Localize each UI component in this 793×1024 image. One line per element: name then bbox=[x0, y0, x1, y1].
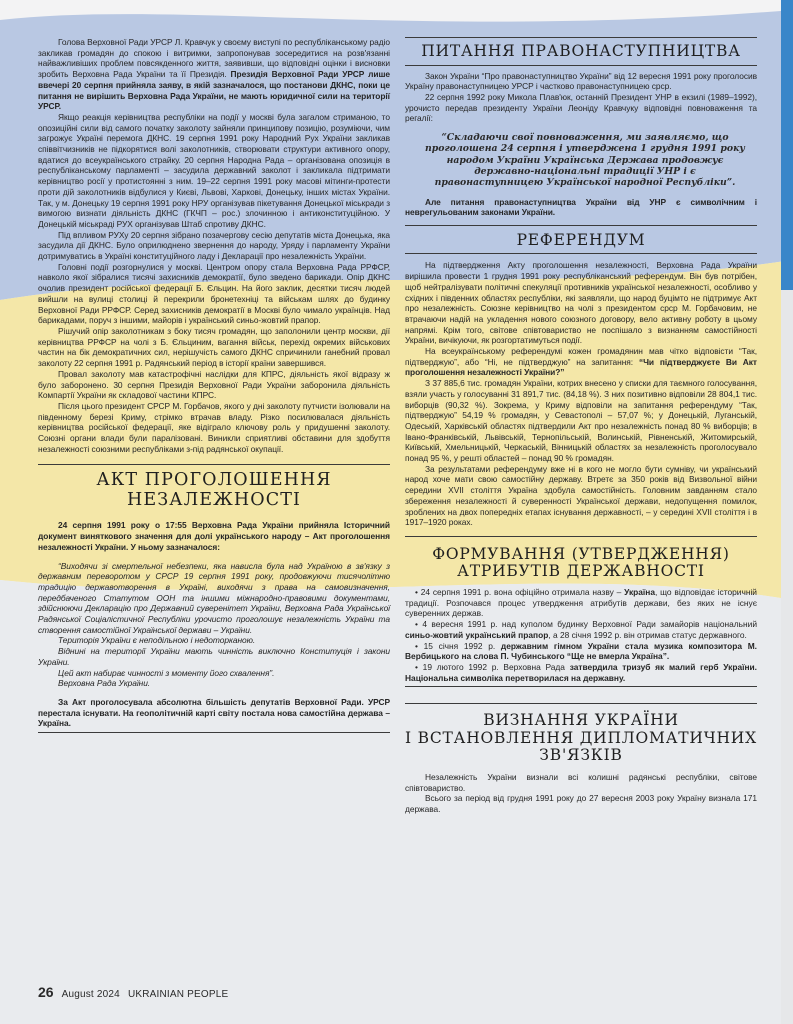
paragraph: Рішучий опір заколотникам з боку тисяч громадян, що заполонили центр москви, дії керівництва РРФСР на чолі з Б. Єльциним, вагання військ, перехід окремих військових частин на бік демократичних сил, нерішучість самого ДКНС спричинили ганебний провал заколоту 22 серпня 1991 р. Радянський період в історії країни завершився. bbox=[38, 325, 390, 369]
section-title: І ВСТАНОВЛЕННЯ ДИПЛОМАТИЧНИХ bbox=[405, 728, 757, 747]
act-quote bbox=[38, 561, 390, 689]
section-title: ЗВ'ЯЗКІВ bbox=[539, 746, 623, 765]
attributes-list bbox=[405, 587, 757, 687]
section-title: РЕФЕРЕНДУМ bbox=[516, 230, 646, 249]
referendum-header bbox=[405, 225, 757, 255]
paragraph: За результатами референдуму вже ні в кого не могло бути сумніву, чи український народ хоче мати свою самостійну державу. Втретє за 350 років від Визвольної війни середини XVII століття Україна здобула самостійність. Головним завданням стало збереження незалежності й суверенності Української держави, недопущення помилок, зроблених на двох попередніх етапах існування державності, – у середині XVII століття і в 1917–1920 роках. bbox=[405, 463, 757, 528]
act-outro: За Акт проголосувала абсолютна більшість депутатів Верховної Ради. УРСР перестала існувати. На геополітичній карті світу постала нова самостійна держава – Україна. bbox=[38, 697, 390, 733]
page-edge-strip bbox=[781, 0, 793, 1024]
paragraph: З 37 885,6 тис. громадян України, котрих внесено у списки для таємного голосування, взяли участь у голосуванні 31 891,7 тис. (84,18 %). З них позитивно відповіли 28 804,1 тис. виборців (90,32 %). Зокрема, у Криму відповіли на запитання референдуму “Так, підтверджую” 54,19 % громадян, у Севастополі – 57,07 %; у Донецькій, Луганській, Одеській, Харківській областях підтвердили Акт про незалежність понад 80 % виборців; в Івано-Франківській, Львівській, Тернопільській, Волинській, Рівненській, Житомирській, Київській, Хмельницькій, Черкаській, Вінницькій областях за незалежність проголосувало понад 95 %, у решті областей – понад 90 % громадян. bbox=[405, 378, 757, 464]
quote-paragraph: Цей акт набирає чинності з моменту його схвалення”. bbox=[58, 667, 275, 678]
quote-paragraph: “Виходячи зі смертельної небезпеки, яка нависла була над Україною в зв'язку з державним переворотом у СРСР 19 серпня 1991 року, продовжуючи тисячолітню традицію державотворення в Україні, виходячи з права на самовизначення, передбаченого Статутом ООН та іншими міжнародно-правовими документами, здійснюючи Декларацію про Державний суверенітет України, Верховна Рада Української Радянської Соціалістичної Республіки урочисто проголошує незалежність України та створення самостійної Української держави – України. bbox=[38, 560, 390, 635]
paragraph: 22 серпня 1992 року Микола Плав'юк, останній Президент УНР в екзилі (1989–1992), урочисто передав президенту України Леоніду Кравчуку відповідні повноваження та регалії: bbox=[405, 91, 757, 124]
list-item: • 15 січня 1992 р. державним гімном України стала музика композитора М. Вербицького на слова П. Чубинського “Ще не вмерла Україна”. bbox=[405, 640, 758, 662]
section-title: АТРИБУТІВ ДЕРЖАВНОСТІ bbox=[457, 562, 705, 581]
list-item: • 4 вересня 1991 р. над куполом будинку Верховної Ради замайорів національний синьо-жовтий український прапор, а 28 січня 1992 р. він отримав статус державного. bbox=[405, 619, 757, 640]
magazine-title: UKRAINIAN PEOPLE bbox=[127, 989, 229, 1000]
page-number: 26 bbox=[38, 984, 54, 1000]
section-title: ПИТАННЯ ПРАВОНАСТУПНИЦТВА bbox=[421, 42, 741, 60]
paragraph: Після цього президент СРСР М. Горбачов, якого у дні заколоту путчисти ізолювали на південному березі Криму, стрімко втрачав владу. Різко посилювалася діяльність керівництва російської федерації, яке відіграло ключову роль у придушенні заколоту. Союзні органи влади були паралізовані. Виникли сприятливі обставини для здобуття незалежності союзними республіками з-під радянської окупації. bbox=[38, 400, 390, 454]
quote-paragraph: Територія України є неподільною і недоторканою. bbox=[58, 635, 256, 646]
list-item: • 19 лютого 1992 р. Верховна Рада затвердила тризуб як малий герб України. Національна символіка перетворилася на державну. bbox=[405, 662, 757, 687]
list-item: • 24 серпня 1991 р. вона офіційно отримала назву – Україна, що відповідає історичній традиції. Розпочався процес утвердження атрибутів держави, без яких не існує суверенних держав. bbox=[405, 586, 757, 619]
page-footer bbox=[38, 984, 228, 1000]
succession-quote: “Складаючи свої повноваження, ми заявляємо, що проголошена 24 серпня і утверджена 1 грудня 1991 року народом України Українська Держава продовжує державно-національні традиції УНР і є правонаступницею Української народної Республіки”. bbox=[425, 132, 745, 189]
paragraph: Незалежність України визнали всі колишні радянські республіки, світове співтовариство. bbox=[405, 771, 757, 793]
section-title: АКТ ПРОГОЛОШЕННЯ bbox=[96, 470, 332, 491]
attributes-header bbox=[405, 536, 757, 581]
paragraph: На всеукраїнському референдумі кожен громадянин мав чітко відповісти “Так, підтверджую”, або “Ні, не підтверджую” на запитання: “Чи підтверджуєте Ви Акт проголошення незалежності України?” bbox=[405, 346, 757, 378]
quote-paragraph: Віднині на території України мають чинність виключно Конституція і закони України. bbox=[38, 646, 390, 667]
succession-header bbox=[405, 37, 757, 66]
paragraph: Закон України “Про правонаступництво України” від 12 вересня 1991 року проголосив Україну правонаступницею УРСР і частково правонаступницею срср. bbox=[405, 70, 757, 92]
paragraph: Всього за період від грудня 1991 року до 27 вересня 2003 року Україну визнала 171 держава. bbox=[405, 793, 757, 814]
issue-date: August 2024 bbox=[61, 989, 120, 1000]
paragraph: Якщо реакція керівництва республіки на події у москві була загалом стриманою, то опозиційні сили від самого початку заколоту зайняли принципову позицію, розуміючи, чим загрожує Україні перемога ДКНС. 19 серпня 1991 року Народний Рух України закликав співвітчизників не підкорятися волі заколотників, створювати структури активного опору, вдатися до всеукраїнського страйку. 20 серпня Народна Рада – організована опозиція в республіканському парламенті – засудила державний заколот і закликала підтримати керівництво росії у протистоянні з ним. 19–22 серпня 1991 року масові мітинги-протести проти дій заколотників відбулися у Києві, Львові, Харкові, Донецьку, інших містах України. Так, у м. Донецьку 19 серпня 1991 року НРУ організував пікетування Донецької міськради з вимогою визнати діяльність ДКНС (ГКЧП – рос.) злочинною і антиконституційною. У Донецькій міськраді РУХ організував Штаб спротиву ДКНС. bbox=[38, 111, 390, 229]
paragraph: Провал заколоту мав катастрофічні наслідки для КПРС, діяльність якої відразу ж було заборонено. 30 серпня Президія Верховної Ради України заборонила діяльність Компартії України як складової частини КПРС. bbox=[38, 368, 390, 401]
act-section-header bbox=[38, 464, 390, 510]
right-column bbox=[405, 37, 757, 815]
paragraph: Під впливом РУХу 20 серпня зібрано позачергову сесію депутатів міста Донецька, яка засудила дії ДКНС. Було оприлюднено звернення до народу, Уряду і парламенту України дотримуватись в Україні конституційного ладу і Декларації про незалежність України. bbox=[38, 229, 390, 262]
act-intro: 24 серпня 1991 року о 17:55 Верховна Рада України прийняла Історичний документ виняткового значення для долі українського народу – Акт проголошення незалежності України. У ньому зазначалося: bbox=[38, 520, 390, 552]
paragraph: Головні події розгорнулися у москві. Центром опору стала Верховна Рада РРФСР, навколо якої зібралися тисячі захисників демократії, було зведено барикади. Опір ДКНС очолив президент російської федерації Б. Єльцин. На його заклик, десятки тисяч людей вийшли на вулиці столиці й перекрили бронетехніці та військам шлях до будинку Верховної Ради РРФСР. Серед захисників демократії в Москві було чимало українців. Над барикадами, поруч з іншими, майорів і український синьо-жовтий прапор. bbox=[38, 261, 390, 326]
section-title: ФОРМУВАННЯ (УТВЕРДЖЕННЯ) bbox=[432, 544, 730, 563]
section-title: ВИЗНАННЯ УКРАЇНИ bbox=[483, 711, 679, 730]
left-column bbox=[38, 37, 390, 733]
paragraph: На підтвердження Акту проголошення незалежності, Верховна Рада України вирішила провести 1 грудня 1991 року республіканський референдум. Він був потрібен, щоб нейтралізувати політичні спекуляції противників української незалежності, особливо у східних і південних областях республіки, які заявляли, що народ буцімто не підтримує Акт про незалежність. Союзне керівництво на чолі з президентом срср М. Горбачовим, не втрачаючи надій на укладення нового союзного договору, вело активну роботу в цьому напрямі. Крім того, світове співтовариство не поспішало з визнанням самостійності України, вичікуючи, як розгортатимуться події. bbox=[405, 260, 757, 346]
paragraph: Голова Верховної Ради УРСР Л. Кравчук у своєму виступі по республіканському радіо закликав громадян до спокою і витримки, запропонував зосередитися на розв'язанні найважливіших проблем повсякденного життя, заявивши, що відповідні оцінки і висновки зробить Верховна Рада України та її Президія. Президія Верховної Ради УРСР лише ввечері 20 серпня прийняла заяву, в якій зазначалося, що постанови ДКНС, поки це питання не вирішить Верховна Рада України, не мають юридичної сили на території УРСР. bbox=[38, 37, 390, 112]
section-title: НЕЗАЛЕЖНОСТІ bbox=[126, 489, 301, 510]
recognition-header bbox=[405, 703, 757, 765]
quote-paragraph: Верховна Рада України. bbox=[58, 678, 151, 689]
paragraph: Але питання правонаступництва України від УНР є символічним і неврегульованим законами України. bbox=[405, 196, 757, 218]
